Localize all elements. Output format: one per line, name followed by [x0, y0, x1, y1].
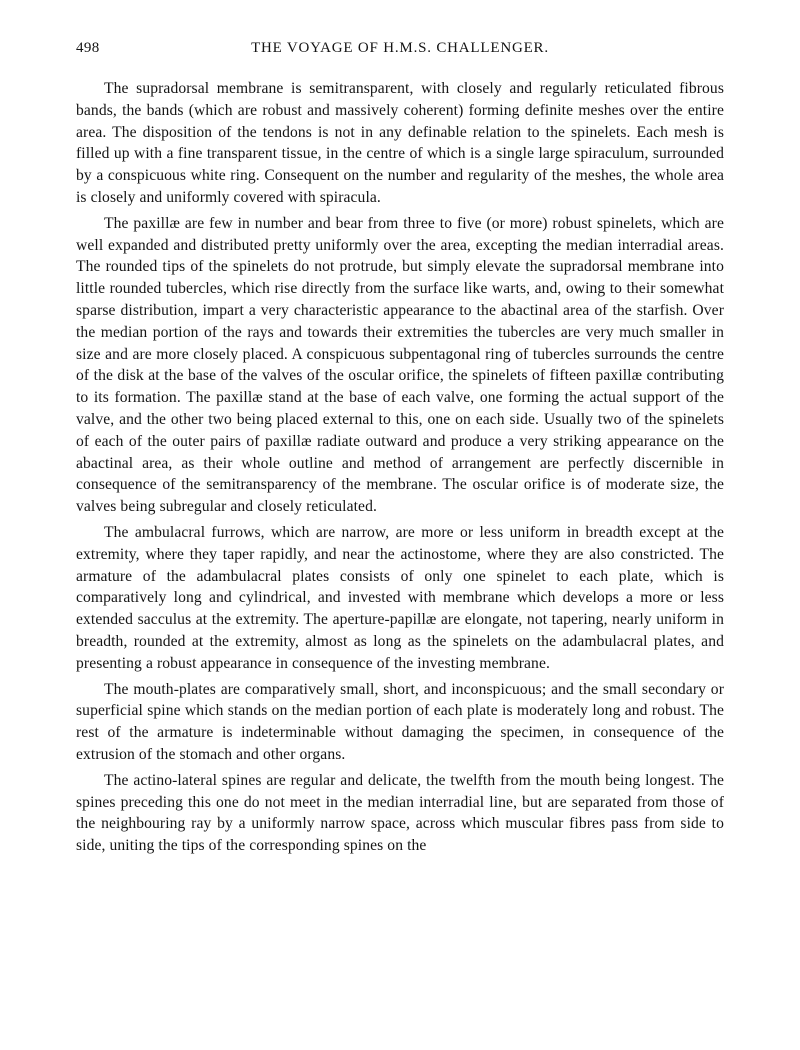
page-header	[76, 40, 724, 66]
paragraph-paxillae: The paxillæ are few in number and bear from three to five (or more) robust spinelets, which are well expanded and distributed pretty uniformly over the area, excepting the median interradial areas. The rounded tips of the spinelets do not protrude, but simply elevate the supradorsal membrane into little rounded tubercles, which rise directly from the surface like warts, and, owing to their somewhat sparse distribution, impart a very characteristic appearance to the abactinal area of the starfish. Over the median portion of the rays and towards their extremities the tubercles are very much smaller in size and are more closely placed. A conspicuous subpentagonal ring of tubercles surrounds the centre of the disk at the base of the valves of the oscular orifice, the spinelets of fifteen paxillæ contributing to its formation. The paxillæ stand at the base of each valve, one forming the actual support of the valve, and the other two being placed external to this, one on each side. Usually two of the spinelets of each of the outer pairs of paxillæ radiate outward and produce a very striking appearance on the abactinal area, as their whole outline and method of arrangement are perfectly discernible in consequence of the semitransparency of the membrane. The oscular orifice is of moderate size, the valves being subregular and closely reticulated.	[76, 214, 724, 516]
paragraph-mouth-plates: The mouth-plates are comparatively small, short, and inconspicuous; and the small secondary or superficial spine which stands on the median portion of each plate is moderately long and robust. The rest of the armature is indeterminable without damaging the specimen, in consequence of the extrusion of the stomach and other organs.	[76, 680, 724, 763]
page-number: 498	[76, 40, 100, 56]
paragraph-supradorsal-membrane: The supradorsal membrane is semitransparent, with closely and regularly reticulated fibrous bands, the bands (which are robust and massively coherent) forming definite meshes over the entire area. The disposition of the tendons is not in any definable relation to the spinelets. Each mesh is filled up with a fine transparent tissue, in the centre of which is a single large spiraculum, surrounded by a conspicuous white ring. Consequent on the number and regularity of the meshes, the whole area is closely and uniformly covered with spiracula.	[76, 80, 724, 206]
paragraph-actino-lateral-spines: The actino-lateral spines are regular and delicate, the twelfth from the mouth being longest. The spines preceding this one do not meet in the median interradial line, but are separated from those of the neighbouring ray by a uniformly narrow space, across which muscular fibres pass from side to side, uniting the tips of the corresponding spines on the	[76, 771, 724, 855]
running-title: THE VOYAGE OF H.M.S. CHALLENGER.	[251, 40, 549, 56]
body-text	[76, 78, 724, 857]
book-page	[76, 40, 724, 861]
paragraph-ambulacral-furrows: The ambulacral furrows, which are narrow, are more or less uniform in breadth except at the extremity, where they taper rapidly, and near the actinostome, where they are also constricted. The armature of the adambulacral plates consists of only one spinelet to each plate, which is comparatively long and cylindrical, and invested with membrane which develops a more or less extended sacculus at the extremity. The aperture-papillæ are elongate, not tapering, nearly uniform in breadth, rounded at the extremity, almost as long as the spinelets on the adambulacral plates, and presenting a robust appearance in consequence of the investing membrane.	[76, 523, 724, 672]
